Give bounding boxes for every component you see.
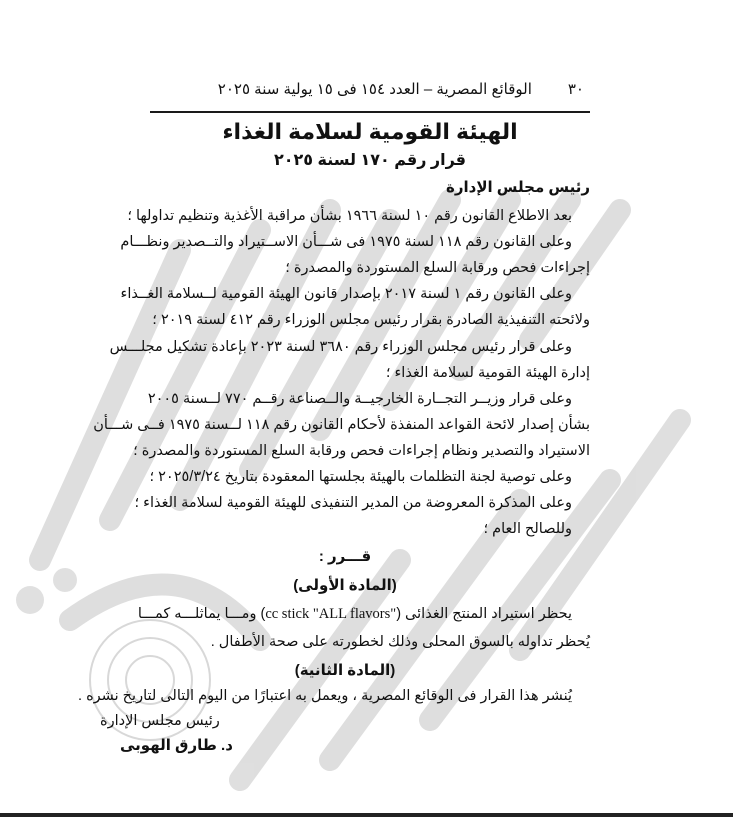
preamble-line: ولائحته التنفيذية الصادرة بقرار رئيس مجلس الوزراء رقم ٤١٢ لسنة ٢٠١٩ ؛ — [152, 312, 590, 328]
decree-body — [78, 178, 590, 738]
running-title: الوقائع المصرية – العدد ١٥٤ فى ١٥ يولية سنة ٢٠٢٥ — [217, 81, 532, 98]
preamble-line: وعلى توصية لجنة التظلمات بالهيئة بجلستها المعقودة بتاريخ ٢٠٢٥/٣/٢٤ ؛ — [149, 469, 572, 485]
authority-title: الهيئة القومية لسلامة الغذاء — [222, 119, 518, 144]
article-1-line-2: يُحظر تداوله بالسوق المحلى وذلك لخطورته على صحة الأطفال . — [210, 634, 590, 650]
preamble-line: إجراءات فحص ورقابة السلع المستوردة والمصدرة ؛ — [285, 260, 590, 276]
viewer-bottom-edge — [0, 813, 733, 817]
issuer-heading: رئيس مجلس الإدارة — [446, 179, 590, 196]
product-name: cc stick "ALL flavors" — [265, 606, 397, 622]
page-header — [150, 78, 590, 100]
signatory-name: د. طارق الهوبى — [120, 737, 233, 754]
page-number: ٣٠ — [567, 81, 584, 98]
article-2-heading: (المادة الثانية) — [294, 662, 396, 679]
preamble-line: وعلى المذكرة المعروضة من المدير التنفيذى للهيئة القومية لسلامة الغذاء ؛ — [134, 495, 572, 511]
preamble-line: بعد الاطلاع القانون رقم ١٠ لسنة ١٩٦٦ بشأن مراقبة الأغذية وتنظيم تداولها ؛ — [127, 208, 572, 224]
decision-heading: قـــرر : — [318, 548, 372, 565]
signatory-title: رئيس مجلس الإدارة — [100, 713, 220, 729]
preamble-line: إدارة الهيئة القومية لسلامة الغذاء ؛ — [385, 365, 590, 381]
preamble-line: بشأن إصدار لائحة القواعد المنفذة لأحكام القانون رقم ١١٨ لــسنة ١٩٧٥ فــى شـــأن — [93, 417, 590, 433]
preamble-line: وعلى قرار وزيــر التجــارة الخارجيــة والــصناعة رقــم ٧٧٠ لــسنة ٢٠٠٥ — [147, 391, 572, 407]
preamble-line: الاستيراد والتصدير ونظام إجراءات فحص ورقابة السلع المستوردة والمصدرة ؛ — [133, 443, 590, 459]
header-divider — [150, 111, 590, 113]
article-1-line-1: يحظر استيراد المنتج الغذائى (cc stick "ALL flavors") ومـــا يماثلـــه كمـــا — [137, 606, 572, 622]
preamble-line: وللصالح العام ؛ — [483, 521, 572, 537]
preamble-line: وعلى القانون رقم ١١٨ لسنة ١٩٧٥ فى شـــأن الاســتيراد والتــصدير ونظـــام — [120, 234, 572, 250]
decree-number: قرار رقم ١٧٠ لسنة ٢٠٢٥ — [273, 152, 467, 169]
preamble-line: وعلى قرار رئيس مجلس الوزراء رقم ٣٦٨٠ لسنة ٢٠٢٣ بإعادة تشكيل مجلـــس — [109, 339, 572, 355]
preamble-line: وعلى القانون رقم ١ لسنة ٢٠١٧ بإصدار قانون الهيئة القومية لــسلامة الغــذاء — [120, 286, 572, 302]
article-2-line-1: يُنشر هذا القرار فى الوقائع المصرية ، ويعمل به اعتبارًا من اليوم التالى لتاريخ نشره . — [78, 688, 572, 704]
article-1-heading: (المادة الأولى) — [293, 577, 397, 594]
